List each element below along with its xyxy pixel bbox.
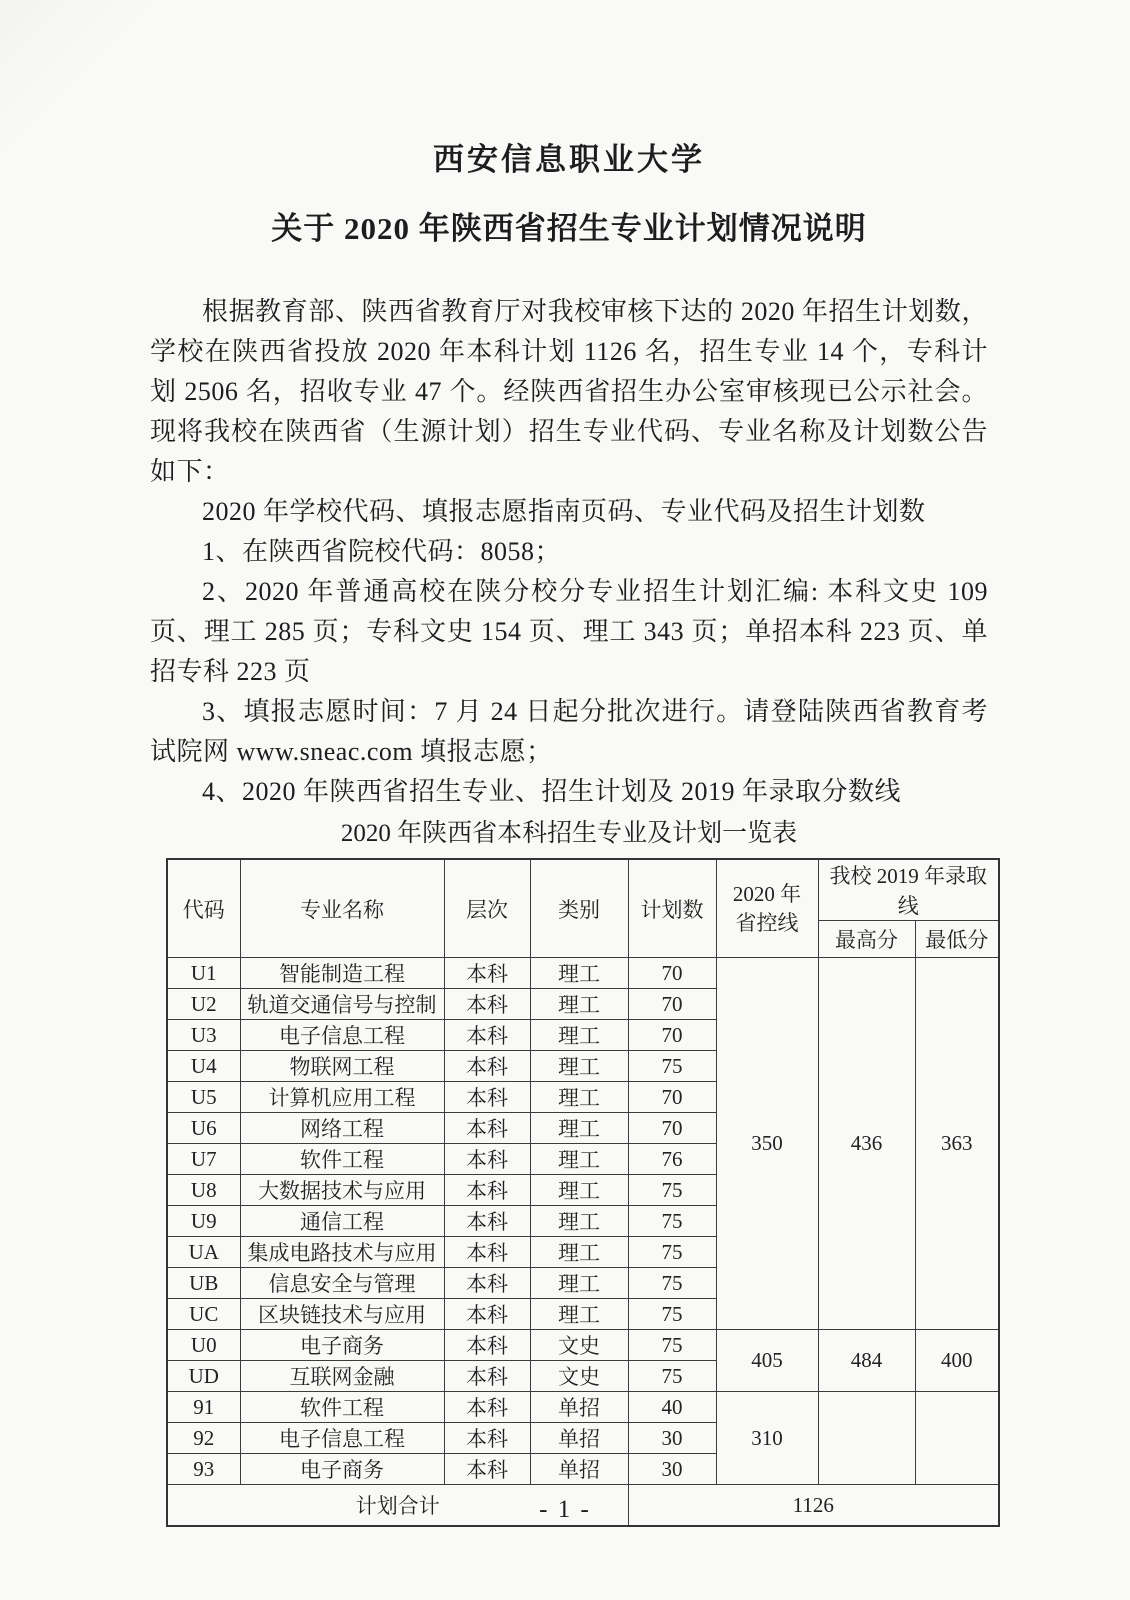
page-number: - 1 -	[539, 1496, 591, 1523]
cell-plan: 70	[628, 1020, 716, 1051]
cell-level: 本科	[444, 1020, 530, 1051]
table-title: 2020 年陕西省本科招生专业及计划一览表	[340, 820, 798, 847]
cell-min-score-ligong: 363	[915, 958, 999, 1330]
cell-major: 软件工程	[240, 1144, 444, 1175]
cell-level: 本科	[444, 1454, 530, 1485]
paragraph-item-3: 3、填报志愿时间：7 月 24 日起分批次进行。请登陆陕西省教育考试院网 www.sneac.com 填报志愿；	[150, 697, 988, 766]
cell-province-line-wenshi: 405	[716, 1330, 818, 1392]
cell-major: 网络工程	[240, 1113, 444, 1144]
cell-plan: 70	[628, 1113, 716, 1144]
cell-code: U4	[167, 1051, 240, 1082]
cell-max-score-danzhao	[818, 1392, 915, 1485]
cell-plan: 40	[628, 1392, 716, 1423]
table-row	[167, 958, 999, 989]
cell-code: UD	[167, 1361, 240, 1392]
cell-max-score-wenshi: 484	[818, 1330, 915, 1392]
cell-level: 本科	[444, 1082, 530, 1113]
table-row	[167, 1330, 999, 1361]
cell-category: 理工	[530, 1113, 628, 1144]
cell-major: 区块链技术与应用	[240, 1299, 444, 1330]
body-text	[150, 292, 988, 812]
cell-plan: 70	[628, 1082, 716, 1113]
cell-level: 本科	[444, 1268, 530, 1299]
cell-category: 理工	[530, 958, 628, 989]
cell-level: 本科	[444, 1423, 530, 1454]
cell-category: 理工	[530, 1051, 628, 1082]
cell-code: 93	[167, 1454, 240, 1485]
cell-code: U1	[167, 958, 240, 989]
cell-plan: 75	[628, 1237, 716, 1268]
cell-category: 理工	[530, 1237, 628, 1268]
paragraph-item-2: 2、2020 年普通高校在陕分校分专业招生计划汇编: 本科文史 109 页、理工 285 页；专科文史 154 页、理工 343 页；单招本科 223 页、单招专科 223 页	[150, 577, 988, 686]
cell-major: 物联网工程	[240, 1051, 444, 1082]
cell-code: U8	[167, 1175, 240, 1206]
paragraph-intro: 根据教育部、陕西省教育厅对我校审核下达的 2020 年招生计划数，学校在陕西省投放 2020 年本科计划 1126 名，招生专业 14 个，专科计划 2506 名，招收专业 47 个。经陕西省招生办公室审核现已公示社会。现将我校在陕西省（生源计划）招生专业代码、专业名称及计划数公告如下：	[150, 297, 988, 486]
column-header-level: 层次	[444, 859, 530, 958]
page-title: 西安信息职业大学	[433, 142, 705, 177]
cell-plan: 75	[628, 1175, 716, 1206]
cell-category: 理工	[530, 1206, 628, 1237]
cell-code: UA	[167, 1237, 240, 1268]
total-label: 计划合计	[167, 1485, 628, 1527]
cell-category: 文史	[530, 1361, 628, 1392]
cell-province-line-ligong: 350	[716, 958, 818, 1330]
cell-major: 大数据技术与应用	[240, 1175, 444, 1206]
cell-code: U9	[167, 1206, 240, 1237]
cell-code: U5	[167, 1082, 240, 1113]
cell-major: 集成电路技术与应用	[240, 1237, 444, 1268]
cell-major: 智能制造工程	[240, 958, 444, 989]
cell-major: 通信工程	[240, 1206, 444, 1237]
cell-category: 单招	[530, 1423, 628, 1454]
province-line-label-1: 2020 年	[732, 882, 802, 907]
cell-plan: 30	[628, 1423, 716, 1454]
cell-code: UC	[167, 1299, 240, 1330]
total-value: 1126	[628, 1485, 999, 1527]
cell-level: 本科	[444, 1361, 530, 1392]
cell-plan: 30	[628, 1454, 716, 1485]
cell-level: 本科	[444, 1299, 530, 1330]
cell-major: 电子商务	[240, 1330, 444, 1361]
cell-min-score-danzhao	[915, 1392, 999, 1485]
cell-major: 信息安全与管理	[240, 1268, 444, 1299]
cell-code: U7	[167, 1144, 240, 1175]
cell-category: 单招	[530, 1454, 628, 1485]
cell-category: 理工	[530, 1144, 628, 1175]
cell-level: 本科	[444, 1330, 530, 1361]
cell-category: 理工	[530, 989, 628, 1020]
paragraph-codes-overview: 2020 年学校代码、填报志愿指南页码、专业代码及招生计划数	[202, 497, 926, 526]
table-header-row-1	[167, 859, 999, 921]
column-header-plan: 计划数	[628, 859, 716, 958]
cell-plan: 75	[628, 1299, 716, 1330]
cell-code: 91	[167, 1392, 240, 1423]
cell-major: 轨道交通信号与控制	[240, 989, 444, 1020]
cell-category: 理工	[530, 1020, 628, 1051]
column-header-category: 类别	[530, 859, 628, 958]
cell-plan: 70	[628, 989, 716, 1020]
admission-plan-table	[166, 858, 1000, 1527]
cell-level: 本科	[444, 989, 530, 1020]
cell-min-score-wenshi: 400	[915, 1330, 999, 1392]
cell-plan: 76	[628, 1144, 716, 1175]
cell-major: 电子信息工程	[240, 1020, 444, 1051]
cell-level: 本科	[444, 1144, 530, 1175]
cell-code: UB	[167, 1268, 240, 1299]
cell-category: 单招	[530, 1392, 628, 1423]
cell-category: 理工	[530, 1175, 628, 1206]
cell-province-line-danzhao: 310	[716, 1392, 818, 1485]
cell-level: 本科	[444, 1175, 530, 1206]
column-header-min-score: 最低分	[915, 921, 999, 958]
cell-code: U0	[167, 1330, 240, 1361]
column-header-max-score: 最高分	[818, 921, 915, 958]
cell-level: 本科	[444, 1113, 530, 1144]
cell-level: 本科	[444, 1206, 530, 1237]
cell-major: 电子信息工程	[240, 1423, 444, 1454]
cell-code: U6	[167, 1113, 240, 1144]
cell-plan: 75	[628, 1330, 716, 1361]
cell-category: 理工	[530, 1299, 628, 1330]
cell-plan: 75	[628, 1051, 716, 1082]
cell-plan: 75	[628, 1361, 716, 1392]
column-header-code: 代码	[167, 859, 240, 958]
province-line-label-2: 省控线	[735, 910, 799, 935]
column-header-province-line	[716, 859, 818, 958]
cell-level: 本科	[444, 958, 530, 989]
cell-code: U3	[167, 1020, 240, 1051]
cell-major: 软件工程	[240, 1392, 444, 1423]
paragraph-item-4: 4、2020 年陕西省招生专业、招生计划及 2019 年录取分数线	[202, 777, 902, 806]
cell-level: 本科	[444, 1392, 530, 1423]
cell-plan: 75	[628, 1206, 716, 1237]
cell-major: 计算机应用工程	[240, 1082, 444, 1113]
paragraph-item-1: 1、在陕西省院校代码：8058；	[202, 537, 562, 566]
column-header-major: 专业名称	[240, 859, 444, 958]
cell-category: 理工	[530, 1082, 628, 1113]
cell-major: 互联网金融	[240, 1361, 444, 1392]
cell-category: 理工	[530, 1268, 628, 1299]
cell-plan: 75	[628, 1268, 716, 1299]
cell-max-score-ligong: 436	[818, 958, 915, 1330]
page-subtitle: 关于 2020 年陕西省招生专业计划情况说明	[271, 211, 867, 246]
cell-category: 文史	[530, 1330, 628, 1361]
cell-code: U2	[167, 989, 240, 1020]
cell-level: 本科	[444, 1237, 530, 1268]
table-row	[167, 1392, 999, 1423]
cell-level: 本科	[444, 1051, 530, 1082]
cell-code: 92	[167, 1423, 240, 1454]
cell-major: 电子商务	[240, 1454, 444, 1485]
cell-plan: 70	[628, 958, 716, 989]
column-header-school-2019: 我校 2019 年录取线	[818, 859, 999, 921]
